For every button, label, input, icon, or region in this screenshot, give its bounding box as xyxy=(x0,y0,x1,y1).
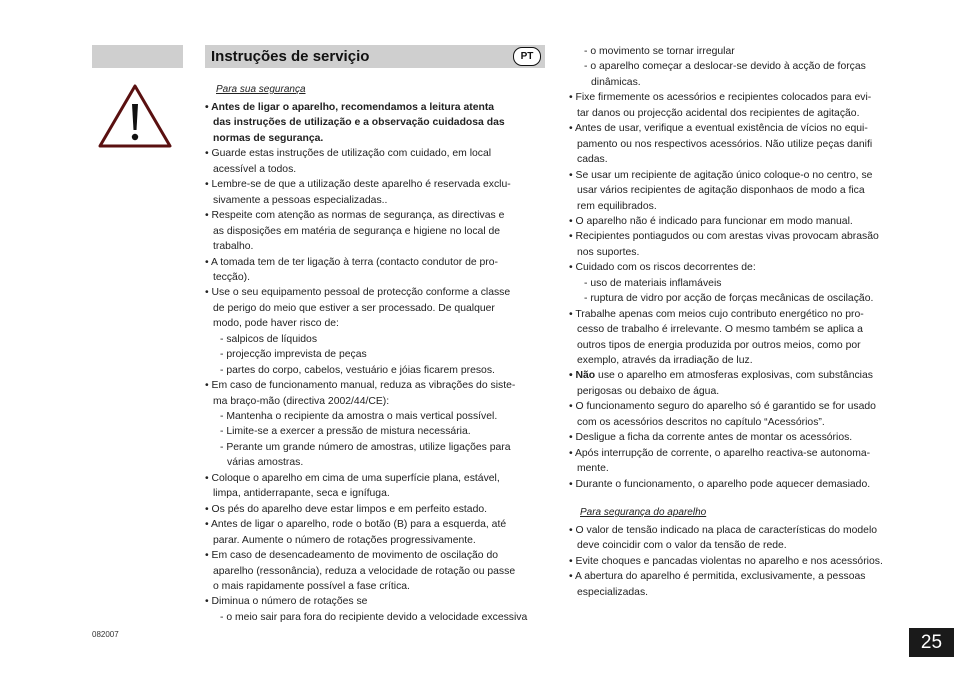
text-line: - Mantenha o recipiente da amostra o mais vertical possível. xyxy=(220,411,498,422)
text-line: • Lembre-se de que a utilização deste aparelho é reservada exclu- xyxy=(205,179,511,191)
text-line: • Se usar um recipiente de agitação único coloque-o no centro, se xyxy=(569,169,873,181)
text-line: • Os pés do aparelho deve estar limpos e em perfeito estado. xyxy=(205,503,488,515)
text-line: acessível a todos. xyxy=(213,163,297,175)
safety-subheading: Para sua segurança xyxy=(216,84,306,95)
text-line: nos suportes. xyxy=(577,246,640,258)
text-line: sivamente a pessoas especializadas.. xyxy=(213,194,388,206)
text-line: - Limite-se a exercer a pressão de mistura necessária. xyxy=(220,426,471,438)
text-line: - projecção imprevista de peças xyxy=(220,349,367,361)
text-line: • Recipientes pontiagudos ou com arestas vivas provocam abrasão xyxy=(569,231,879,243)
left-gray-bar xyxy=(92,45,183,68)
text-line: usar vários recipientes de agitação disponhaos de modo a fica xyxy=(577,185,865,197)
text-line: • Desligue a ficha da corrente antes de montar os acessórios. xyxy=(569,432,853,444)
text-line: modo, pode haver risco de: xyxy=(213,318,339,330)
text-line: • O valor de tensão indicado na placa de características do modelo xyxy=(569,525,878,536)
text-line: • Após interrupção de corrente, o aparelho reactiva-se autonoma- xyxy=(569,447,871,459)
text-line: tecção). xyxy=(213,271,250,283)
text-line: • Antes de ligar o aparelho, rode o botão (B) para a esquerda, até xyxy=(205,519,507,531)
warning-triangle-icon xyxy=(97,83,173,149)
text-line: das instruções de utilização e a observação cuidadosa das xyxy=(213,117,505,129)
text-line: - o aparelho começar a deslocar-se devido à acção de forças xyxy=(584,61,866,73)
text-line: aparelho (ressonância), reduza a velocidade de rotação ou passe xyxy=(213,565,516,577)
text-line: - o movimento se tornar irregular xyxy=(584,46,735,57)
text-line: • Respeite com atenção as normas de segurança, as directivas e xyxy=(205,210,505,222)
text-line: • Coloque o aparelho em cima de uma superfície plana, estável, xyxy=(205,472,500,484)
text-line: com os acessórios descritos no capítulo “Acessórios”. xyxy=(577,416,825,428)
text-line: • Use o seu equipamento pessoal de protecção conforme a classe xyxy=(205,287,511,299)
line-text: use o aparelho em atmosferas explosivas, com substâncias xyxy=(595,370,873,382)
language-badge: PT xyxy=(513,47,541,66)
text-line: - uso de materiais inflamáveis xyxy=(584,277,722,289)
text-line: • Guarde estas instruções de utilização com cuidado, em local xyxy=(205,148,492,160)
text-line: limpa, antiderrapante, seca e ignífuga. xyxy=(213,488,390,500)
text-line: • O funcionamento seguro do aparelho só é garantido se for usado xyxy=(569,401,876,413)
text-line: - Perante um grande número de amostras, utilize ligações para xyxy=(220,441,511,453)
text-line: - o meio sair para fora do recipiente devido a velocidade excessiva xyxy=(220,611,528,623)
text-line: de perigo do meio que estiver a ser processado. De qualquer xyxy=(213,302,495,314)
section-header xyxy=(205,45,545,68)
text-line: - partes do corpo, cabelos, vestuário e jóias ficarem presos. xyxy=(220,364,495,376)
text-line: cadas. xyxy=(577,154,608,166)
text-line: deve coincidir com o valor da tensão de rede. xyxy=(577,540,787,552)
bold-lead: • Não xyxy=(569,370,596,382)
text-line: trabalho. xyxy=(213,241,254,253)
device-safety-subheading: Para segurança do aparelho xyxy=(580,507,707,518)
text-line: o mais rapidamente possível a fase crítica. xyxy=(213,580,410,592)
text-line: várias amostras. xyxy=(227,457,304,469)
text-line: normas de segurança. xyxy=(213,132,324,144)
text-line: dinâmicas. xyxy=(591,76,641,88)
text-line: cesso de trabalho é irrelevante. O mesmo também se aplica a xyxy=(577,324,863,336)
text-line: • Trabalhe apenas com meios cujo contributo energético no pro- xyxy=(569,308,864,320)
text-line: - ruptura de vidro por acção de forças mecânicas de oscilação. xyxy=(584,293,874,305)
text-line: ma braço-mão (directiva 2002/44/CE): xyxy=(213,395,390,407)
text-line: • Antes de usar, verifique a eventual existência de vícios no equi- xyxy=(569,123,868,135)
text-line: • A abertura do aparelho é permitida, exclusivamente, a pessoas xyxy=(569,571,866,583)
text-line xyxy=(569,368,907,383)
text-line: • Antes de ligar o aparelho, recomendamos a leitura atenta xyxy=(205,102,495,113)
text-line: parar. Aumente o número de rotações progressivamente. xyxy=(213,534,476,546)
text-line: • Evite choques e pancadas violentas no aparelho e nos acessórios. xyxy=(569,555,883,567)
text-line: rem equilibrados. xyxy=(577,200,657,212)
text-line: • Fixe firmemente os acessórios e recipientes colocados para evi- xyxy=(569,92,872,104)
page-number: 25 xyxy=(909,628,954,657)
text-line: • Durante o funcionamento, o aparelho pode aquecer demasiado. xyxy=(569,478,871,490)
text-line: • O aparelho não é indicado para funcionar em modo manual. xyxy=(569,215,853,227)
text-line: • Em caso de funcionamento manual, reduza as vibrações do siste- xyxy=(205,380,516,392)
text-line: tar danos ou projecção acidental dos recipientes de agitação. xyxy=(577,107,860,119)
text-line: exemplo, através da irradiação de luz. xyxy=(577,355,753,366)
text-line: - salpicos de líquidos xyxy=(220,333,318,345)
text-line: • Diminua o número de rotações se xyxy=(205,596,368,608)
text-line: outros tipos de energia produzida por outros meios, como por xyxy=(577,339,861,351)
text-line: • Cuidado com os riscos decorrentes de: xyxy=(569,262,756,274)
text-line: • Em caso de desencadeamento de movimento de oscilação do xyxy=(205,550,499,562)
text-line: especializadas. xyxy=(577,586,649,598)
text-line: • A tomada tem de ter ligação à terra (contacto condutor de pro- xyxy=(205,256,499,268)
text-line: mente. xyxy=(577,463,609,475)
document-code: 082007 xyxy=(92,630,119,639)
text-line: as disposições em matéria de segurança e higiene no local de xyxy=(213,225,501,237)
page-title: Instruções de serviçio xyxy=(211,48,370,65)
text-line: pamento ou nos respectivos acessórios. Não utilize peças danifi xyxy=(577,138,873,150)
text-line: perigosas ou debaixo de água. xyxy=(577,385,720,397)
